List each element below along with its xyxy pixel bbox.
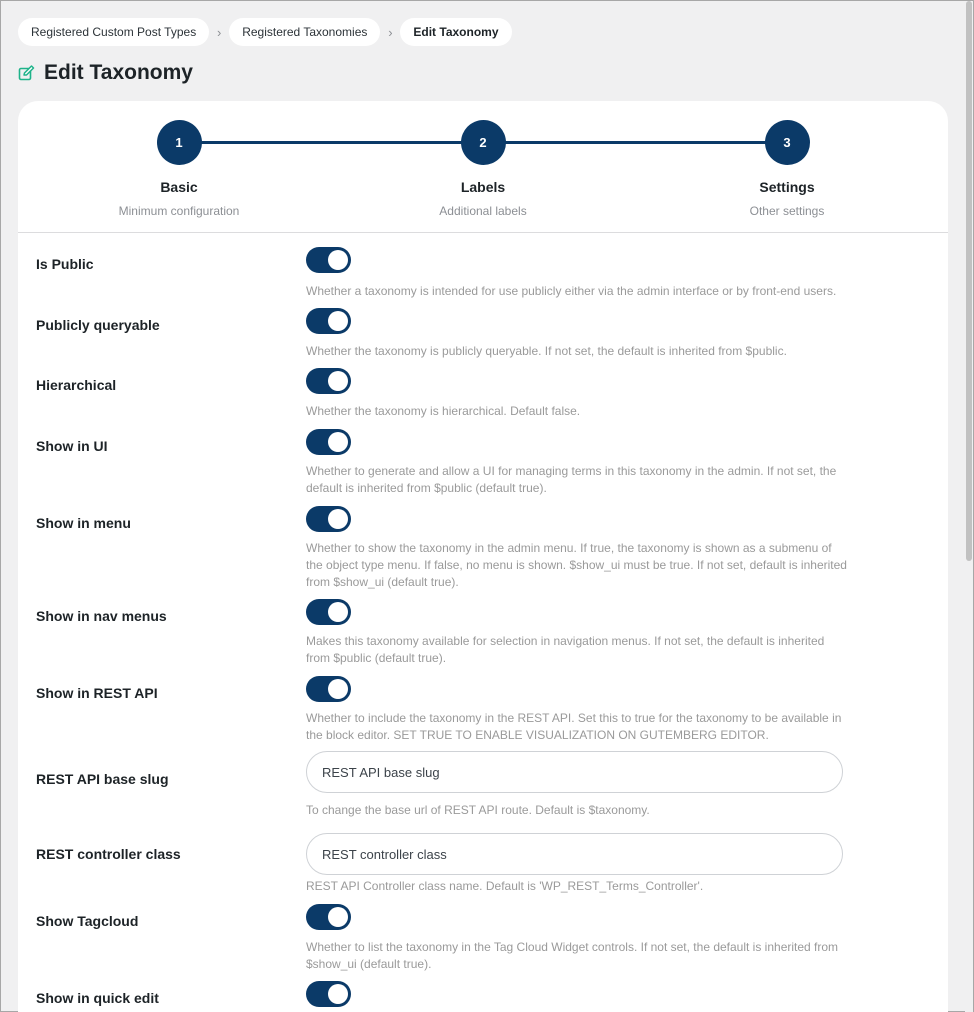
field-label: Show in UI [36, 438, 108, 454]
field-description: REST API Controller class name. Default is 'WP_REST_Terms_Controller'. [306, 879, 704, 893]
rest-api-base-slug-input[interactable] [306, 751, 843, 793]
field-description: Makes this taxonomy available for selection in navigation menus. If not set, the default is inherited from $public (default true). [306, 634, 825, 665]
toggle-knob [328, 509, 348, 529]
field-description: Whether a taxonomy is intended for use publicly either via the admin interface or by front-end users. [306, 284, 837, 298]
field-description: Whether to show the taxonomy in the admin menu. If true, the taxonomy is shown as a submenu of the object type menu. If false, no menu is shown. $show_ui must be true. If not set, default is inherited from $show_ui (default true). [306, 541, 847, 589]
field-label: Hierarchical [36, 377, 117, 393]
step-number: 3 [765, 120, 810, 165]
field-label: Show Tagcloud [36, 913, 139, 929]
show-in-ui-toggle[interactable] [306, 429, 351, 455]
hierarchical-toggle[interactable] [306, 368, 351, 394]
toggle-knob [328, 371, 348, 391]
step-subtitle: Minimum configuration [118, 204, 240, 218]
field-description: Whether the taxonomy is publicly queryable. If not set, the default is inherited from $public. [306, 344, 787, 358]
page-header [18, 61, 193, 85]
show-in-menu-toggle[interactable] [306, 506, 351, 532]
field-label: REST controller class [36, 846, 181, 862]
field-description: Whether to include the taxonomy in the REST API. Set this to true for the taxonomy to be available in the block editor. SET TRUE TO ENABLE VISUALIZATION ON GUTEMBERG EDITOR. [306, 711, 842, 742]
step-subtitle: Additional labels [439, 204, 527, 218]
toggle-knob [328, 250, 348, 270]
step-title: Settings [759, 179, 815, 195]
field-label: Show in menu [36, 515, 131, 531]
edit-icon [18, 65, 35, 82]
field-description: Whether to generate and allow a UI for managing terms in this taxonomy in the admin. If not set, the default is inherited from $public (default true). [306, 464, 837, 495]
breadcrumb-registered-post-types[interactable]: Registered Custom Post Types [18, 18, 209, 46]
scrollbar-thumb[interactable] [966, 1, 972, 561]
step-number: 1 [157, 120, 202, 165]
breadcrumb-edit-taxonomy: Edit Taxonomy [400, 18, 511, 46]
field-label: Show in nav menus [36, 608, 167, 624]
breadcrumb-registered-taxonomies[interactable]: Registered Taxonomies [229, 18, 380, 46]
toggle-knob [328, 679, 348, 699]
show-in-rest-api-toggle[interactable] [306, 676, 351, 702]
field-label: Show in quick edit [36, 990, 159, 1006]
scrollbar[interactable] [965, 1, 973, 1012]
toggle-knob [328, 984, 348, 1004]
rest-controller-class-input[interactable] [306, 833, 843, 875]
stepper [18, 101, 948, 233]
step-title: Labels [460, 179, 506, 195]
field-label: Is Public [36, 256, 94, 272]
step-subtitle: Other settings [749, 204, 825, 218]
page-title: Edit Taxonomy [44, 61, 193, 84]
field-description: Whether the taxonomy is hierarchical. Default false. [306, 404, 581, 418]
toggle-knob [328, 432, 348, 452]
settings-card [18, 101, 948, 1012]
field-description: To change the base url of REST API route. Default is $taxonomy. [306, 803, 650, 817]
step-settings[interactable] [687, 120, 887, 218]
field-label: REST API base slug [36, 771, 169, 787]
step-basic[interactable] [79, 120, 279, 218]
toggle-knob [328, 602, 348, 622]
show-tagcloud-toggle[interactable] [306, 904, 351, 930]
is-public-toggle[interactable] [306, 247, 351, 273]
field-label: Show in REST API [36, 685, 158, 701]
chevron-right-icon: › [217, 24, 222, 40]
show-in-nav-menus-toggle[interactable] [306, 599, 351, 625]
toggle-knob [328, 907, 348, 927]
field-description: Whether to list the taxonomy in the Tag Cloud Widget controls. If not set, the default is inherited from $show_ui (default true). [306, 940, 839, 971]
step-number: 2 [461, 120, 506, 165]
step-labels[interactable] [383, 120, 583, 218]
publicly-queryable-toggle[interactable] [306, 308, 351, 334]
breadcrumb [18, 18, 512, 46]
show-in-quick-edit-toggle[interactable] [306, 981, 351, 1007]
chevron-right-icon: › [388, 24, 393, 40]
step-title: Basic [160, 179, 198, 195]
field-label: Publicly queryable [36, 317, 160, 333]
toggle-knob [328, 311, 348, 331]
